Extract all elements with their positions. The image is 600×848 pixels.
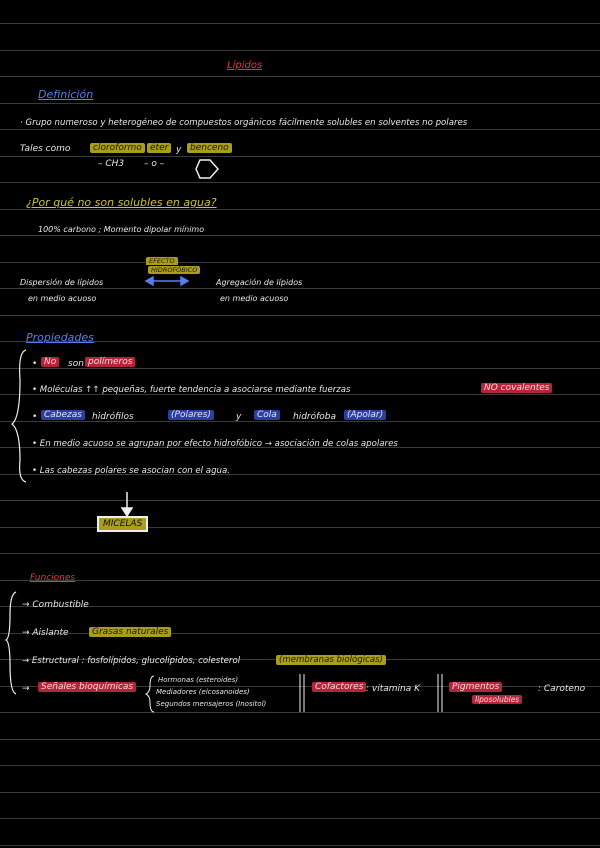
funcion-combustible: → Combustible	[22, 600, 89, 610]
funcion-senales-arrow: →	[22, 684, 30, 694]
definicion-prefix: Tales como	[20, 144, 71, 154]
prop3-bullet: •	[32, 412, 38, 422]
brace-funciones	[6, 592, 16, 694]
prop1-bullet: •	[32, 359, 38, 369]
highlight-membranas: (membranas biológicas)	[276, 655, 386, 665]
prop3-hidrofilos: hidrófilos	[92, 412, 134, 422]
effect-label-1: EFECTO	[146, 257, 178, 265]
agregacion-2: en medio acuoso	[220, 294, 289, 303]
brace-senales	[146, 676, 154, 712]
highlight-eter: éter	[147, 143, 171, 153]
highlight-polimeros: polímeros	[85, 357, 135, 367]
senal-hormonas: Hormonas (esteroides)	[158, 676, 239, 684]
highlight-pigmentos: Pigmentos	[449, 682, 502, 692]
highlight-senales: Señales bioquímicas	[38, 682, 136, 692]
definicion-text: · Grupo numeroso y heterogéneo de compuestos orgánicos fácilmente solubles en solventes no polares	[20, 118, 468, 128]
funciones-heading: Funciones	[30, 573, 76, 583]
pigmento-caroteno: : Caroteno	[538, 684, 586, 694]
prop5-text: • Las cabezas polares se asocian con el agua.	[32, 466, 230, 476]
page-title: Lípidos	[227, 60, 263, 71]
effect-label-2: HIDROFÓBICO	[148, 266, 200, 274]
question-heading: ¿Por qué no son solubles en agua?	[26, 196, 217, 209]
prop3-y: y	[236, 412, 242, 422]
funcion-aislante: → Aislante	[22, 628, 69, 638]
highlight-grasas: Grasas naturales	[89, 627, 171, 637]
formula-ch3: – CH3	[98, 159, 125, 169]
propiedades-heading: Propiedades	[26, 331, 94, 344]
highlight-cofactores: Cofactores	[312, 682, 366, 692]
highlight-cola: Cola	[254, 410, 280, 420]
highlight-no: No	[41, 357, 59, 367]
conj-y: y	[176, 145, 182, 155]
micelas-box: MICELAS	[97, 516, 148, 532]
cofactor-vitamina: : vitamina K	[366, 684, 421, 694]
highlight-cabezas: Cabezas	[41, 410, 85, 420]
highlight-apolar: (Apolar)	[344, 410, 386, 420]
senal-segundos: Segundos mensajeros (Inositol)	[156, 700, 267, 708]
definicion-heading: Definición	[38, 88, 94, 101]
brace-propiedades	[12, 350, 26, 482]
dispersion-1: Dispersión de lípidos	[20, 278, 104, 287]
prop1-son: son	[68, 359, 84, 369]
double-arrow-icon	[146, 277, 188, 285]
highlight-benceno: benceno	[187, 143, 232, 153]
prop4-text: • En medio acuoso se agrupan por efecto hidrofóbico → asociación de colas apolares	[32, 439, 398, 449]
benzene-hexagon-icon	[196, 160, 218, 178]
highlight-polares: (Polares)	[168, 410, 214, 420]
highlight-liposolubles: liposolubles	[472, 695, 522, 704]
down-arrow-icon	[122, 492, 132, 516]
highlight-no-covalentes: NO covalentes	[481, 383, 552, 393]
prop3-hidrofoba: hidrófoba	[293, 412, 337, 422]
formula-ether: – o –	[144, 159, 165, 169]
prop2-text: • Moléculas ↑↑ pequeñas, fuerte tendencia a asociarse mediante fuerzas	[32, 385, 351, 395]
highlight-cloroformo: cloroformo	[90, 143, 145, 153]
funcion-estructural: → Estructural : fosfolípidos, glucolípidos, colesterol	[22, 656, 241, 666]
agregacion-1: Agregación de lípidos	[216, 278, 303, 287]
dispersion-2: en medio acuoso	[28, 294, 97, 303]
senal-mediadores: Mediadores (eicosanoides)	[156, 688, 250, 696]
question-line: 100% carbono ; Momento dipolar mínimo	[38, 225, 205, 234]
